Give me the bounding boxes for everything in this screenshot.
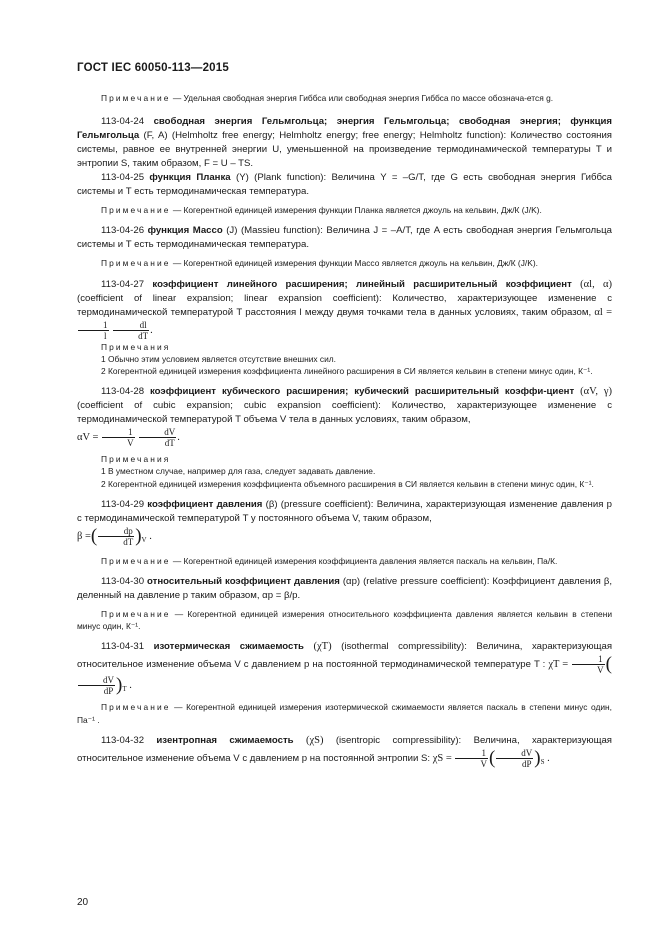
note-113-04-27-1: 1 Обычно этим условием является отсутствие внешних сил.	[101, 353, 336, 364]
formula-chi-s: χS = $\frac{1}{V}$ ( $\frac{dV}{dP}$ )$_S$ .	[432, 747, 550, 769]
entry-113-04-27: 113-04-27 коэффициент линейного расширения; линейный расширительный коэффициент (αl, α) (coefficient of linear expansion; linear expansion coefficient): Количество, характеризующее изменение с термодинамической температурой T расстояния l между двумя точками тела в данных условиях, таким образом, αl = $\frac{1}{l}$ $\frac{dl}{dT}$ .	[77, 278, 613, 341]
entry-113-04-28: 113-04-28 коэффициент кубического расширения; кубический расширительный коэффи-циент (αV, γ) (coefficient of cubic expansion; cubic expansion coefficient): Количество, характеризующее изменение с термодинамической температурой T объема V тела в данных условиях, таким образом, αV = $\frac{1}{V}$ $\frac{dV}{dT}$ .	[77, 386, 613, 449]
entry-113-04-30: 113-04-30 относительный коэффициент давления (αp) (relative pressure coefficient): Коэффициент давления β, деленный на давление p таким образом, αp = β/p.	[77, 576, 612, 602]
note-113-04-26: Примечание — Когерентной единицей измерения функции Массо является джоуль на кельвин, Дж/К (J/K).	[101, 258, 538, 269]
page-header: ГОСТ IEC 60050-113—2015	[77, 62, 229, 74]
formula-alpha-v: αV = $\frac{1}{V}$ $\frac{dV}{dT}$ .	[77, 427, 180, 449]
entry-113-04-32: 113-04-32 изентропная сжимаемость (χS) (isentropic compressibility): Величина, характеризующая относительное изменение объема V с давлением p на постоянной энтропии S: χS = $\frac{1}{V}$ ( $\frac{dV}{dP}$ )$_S$ .	[77, 734, 613, 769]
note-113-04-25: Примечание — Когерентной единицей измерения функции Планка является джоуль на кельвин, Дж/К (J/K).	[101, 205, 542, 216]
note-gibbs: Примечание — Удельная свободная энергия Гиббса или свободная энергия Гиббса по массе обознача-ется g.	[101, 93, 554, 103]
note-113-04-28-1: 1 В уместном случае, например для газа, следует задавать давление.	[101, 466, 376, 477]
note-113-04-27-2: 2 Когерентной единицей измерения коэффициента линейного расширения в СИ является кельвин в степени минус один, К⁻¹.	[101, 366, 593, 377]
page-number: 20	[77, 897, 89, 908]
formula-beta: β =( $\frac{dp}{dT}$ )$_V$ .	[77, 525, 152, 547]
entry-113-04-26: 113-04-26 функция Массо (J) (Massieu function): Величина J = –A/T, где A есть свободная энергия Гельмгольца системы и T есть термодинамическая температура.	[77, 225, 612, 251]
note-113-04-30: Примечание — Когерентной единицей измерения относительного коэффициента давления является кельвин в степени минус один, К⁻¹.	[77, 609, 612, 632]
entry-113-04-29: 113-04-29 коэффициент давления (β) (pressure coefficient): Величина, характеризующая изменение давления p с термодинамической температурой T у постоянного объема V, таким образом, β =( $\frac{dp}{dT}$ )$_V$ .	[77, 498, 612, 547]
note-113-04-29: Примечание — Когерентной единицей измерения коэффициента давления является паскаль на кельвин, Па/К.	[101, 555, 558, 566]
formula-alpha-l: αl = $\frac{1}{l}$ $\frac{dl}{dT}$ .	[77, 307, 612, 336]
notes-label-27: Примечания	[101, 341, 171, 352]
page-content	[77, 92, 612, 769]
entry-113-04-24: 113-04-24 свободная энергия Гельмгольца; энергия Гельмгольца; свободная энергия; функция Гельмгольца (F, A) (Helmholtz free energy; Helmholtz energy; free energy; Helmholtz function): Количество состояния системы, равное ее внутренней энергии U, уменьшенной на произведение термодинамической температуры T и энтропии S, таким образом, F = U – TS.	[77, 116, 613, 170]
notes-label-28: Примечания	[101, 454, 171, 465]
note-113-04-31: Примечание — Когерентной единицей измерения изотермической сжимаемости является паскаль в степени минус один, Па⁻¹ .	[77, 702, 613, 725]
entry-113-04-25: 113-04-25 функция Планка (Y) (Plank function): Величина Y = –G/T, где G есть свободная энергия Гиббса системы и T есть термодинамическая температура.	[77, 172, 612, 198]
note-113-04-28-2: 2 Когерентной единицей измерения коэффициента объемного расширения в СИ является кельвин в степени минус один, К⁻¹.	[101, 478, 594, 489]
entry-113-04-31: 113-04-31 изотермическая сжимаемость (χT) (isothermal compressibility): Величина, характеризующая относительное изменение объема V с давлением p на постоянной термодинамической температуре T : χT = $\frac{1}{V}$ ( $\frac{dV}{dP}$ )$_T$ .	[77, 641, 613, 697]
formula-chi-t: χT = $\frac{1}{V}$ ( $\frac{dV}{dP}$ )$_T$ .	[77, 659, 612, 691]
